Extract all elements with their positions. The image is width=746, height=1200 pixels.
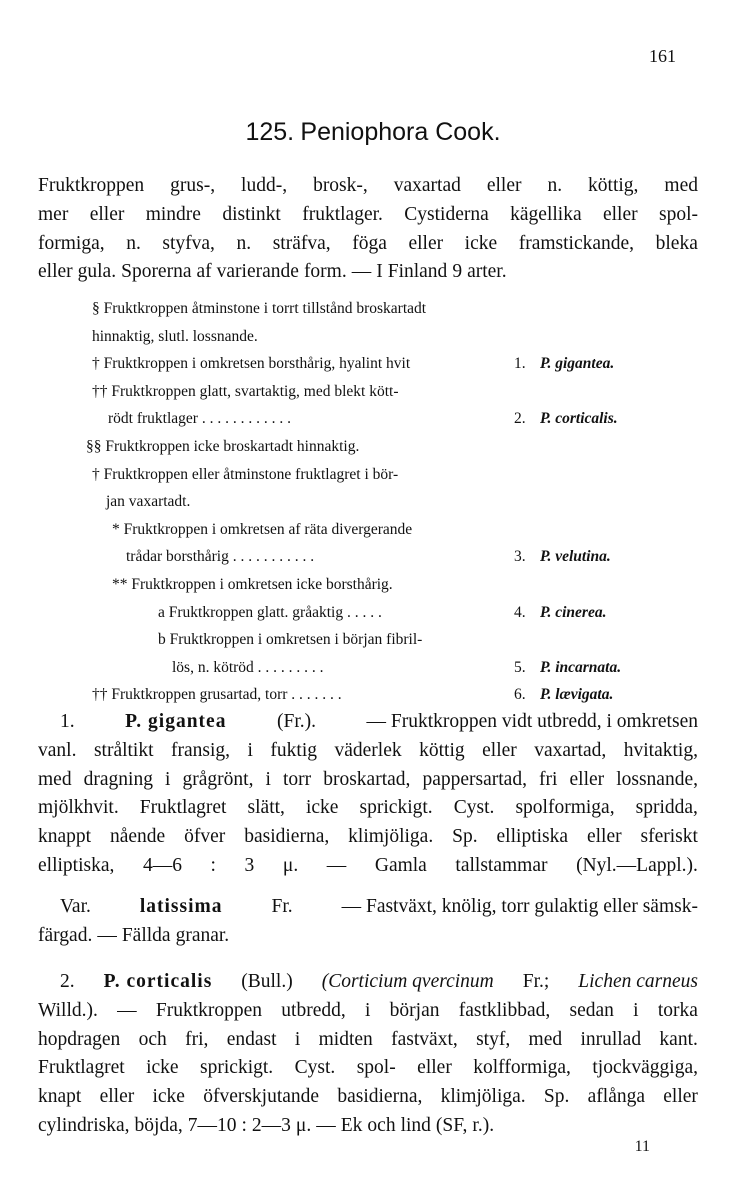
species-author: (Fr.). — [276, 711, 316, 732]
key-text: §§ Fruktkroppen icke broskartadt hinnaktig. — [86, 438, 360, 455]
key-row — [106, 493, 190, 511]
key-species: P. gigantea. — [540, 355, 615, 373]
key-row — [86, 438, 359, 456]
key-text: †† Fruktkroppen glatt, svartaktig, med blekt kött- — [92, 382, 399, 400]
key-number: 5. — [514, 658, 526, 676]
variety-name: latissima — [139, 896, 223, 917]
key-number: 6. — [514, 686, 526, 704]
key-row — [126, 548, 314, 566]
key-number: 2. — [514, 410, 526, 428]
key-text: lös, n. kötröd . . . . . . . . . — [172, 658, 324, 676]
species-name: P. gigantea — [125, 711, 227, 732]
key-text: †† Fruktkroppen grusartad, torr . . . . . . . — [92, 686, 342, 704]
key-row — [92, 383, 399, 401]
key-row — [158, 604, 382, 622]
key-text: trådar borsthårig . . . . . . . . . . . — [126, 548, 315, 566]
description-line: cylindriska, böjda, 7—10 : 2—3 μ. — Ek och lind (SF, r.). — [38, 1114, 495, 1136]
species-corticalis — [38, 968, 698, 1141]
species-name: P. corticalis — [103, 971, 213, 992]
species-gigantea — [38, 708, 698, 881]
key-row — [108, 410, 291, 428]
key-row — [92, 466, 398, 484]
description-line: — Fruktkroppen vidt utbredd, i omkretsen — [366, 711, 698, 732]
intro-line: Fruktkroppen grus-, ludd-, brosk-, vaxartad eller n. köttig, med — [38, 175, 698, 196]
key-text: † Fruktkroppen eller åtminstone fruktlagret i bör- — [92, 465, 399, 483]
key-text: § Fruktkroppen åtminstone i torrt tillstånd broskartadt — [92, 300, 427, 317]
key-text: rödt fruktlager . . . . . . . . . . . . — [108, 410, 291, 428]
key-text: b Fruktkroppen i omkretsen i början fibril- — [158, 631, 423, 649]
key-row — [92, 686, 342, 704]
key-row — [92, 328, 258, 346]
key-text: a Fruktkroppen glatt. gråaktig . . . . . — [158, 603, 382, 621]
key-number: 1. — [514, 355, 526, 373]
key-text: † Fruktkroppen i omkretsen borsthårig, hyalint hvit — [92, 355, 411, 373]
description-line: Willd.). — Fruktkroppen utbredd, i början fastklibbad, sedan i torka — [38, 999, 698, 1021]
synonym: Lichen carneus — [578, 971, 698, 992]
genus-heading — [0, 118, 746, 147]
synonym-author: Fr.; — [522, 971, 550, 992]
page-number: 161 — [649, 46, 676, 66]
key-row — [92, 355, 410, 373]
key-species: P. lævigata. — [540, 686, 614, 704]
key-text: jan vaxartadt. — [106, 493, 191, 511]
description-line: hopdragen och fri, endast i midten fastväxt, styf, med inrullad kant. — [38, 1028, 698, 1050]
description-line: vanl. stråltikt fransig, i fuktig väderlek köttig eller vaxartad, hvitaktig, — [38, 739, 698, 761]
description-line: knappt nående öfver basidierna, klimjöliga. Sp. elliptiska eller sferiskt — [38, 826, 698, 848]
signature-mark: 11 — [634, 1138, 650, 1155]
variety-prefix: Var. — [60, 896, 91, 917]
key-species: P. corticalis. — [540, 410, 618, 428]
description-line: mjölkhvit. Fruktlagret slätt, icke sprickigt. Cyst. spolformiga, spridda, — [38, 797, 698, 819]
intro-line: mer eller mindre distinkt fruktlager. Cystiderna kägellika eller spol- — [38, 203, 698, 225]
description-line: knapt eller icke öfverskjutande basidierna, klimjöliga. Sp. aflånga eller — [38, 1086, 698, 1108]
description-line: med dragning i grågrönt, i torr broskartad, pappersartad, fri eller lossnande, — [38, 768, 698, 790]
variety-author: Fr. — [271, 896, 293, 917]
key-row — [172, 659, 324, 677]
key-species: P. velutina. — [540, 548, 611, 566]
species-number: 2. — [60, 971, 75, 992]
variety-latissima — [38, 893, 698, 951]
description-line: Fruktlagret icke sprickigt. Cyst. spol- eller kolfformiga, tjockväggiga, — [38, 1057, 698, 1079]
key-row — [112, 576, 393, 594]
description-line: elliptiska, 4—6 : 3 μ. — Gamla tallstammar (Nyl.—Lappl.). — [38, 854, 698, 876]
key-species: P. cinerea. — [540, 603, 607, 621]
key-number: 4. — [514, 603, 526, 621]
key-species: P. incarnata. — [540, 658, 622, 676]
intro-line: formiga, n. styfva, n. sträfva, föga eller icke framstickande, bleka — [38, 232, 698, 254]
key-number: 3. — [514, 548, 526, 566]
key-text: * Fruktkroppen i omkretsen af räta divergerande — [112, 520, 413, 538]
key-row — [158, 631, 422, 649]
key-text: hinnaktig, slutl. lossnande. — [92, 327, 258, 345]
key-text: ** Fruktkroppen i omkretsen icke borsthårig. — [112, 576, 393, 593]
genus-description — [38, 172, 698, 287]
key-row — [112, 521, 412, 539]
species-author: (Bull.) — [241, 971, 293, 992]
description-line: färgad. — Fällda granar. — [38, 924, 230, 946]
key-row — [92, 300, 426, 318]
genus-number: 125. — [245, 118, 295, 146]
synonym: (Corticium qvercinum — [321, 971, 494, 992]
genus-name: Peniophora Cook. — [300, 118, 501, 146]
description-line: — Fastväxt, knölig, torr gulaktig eller sämsk- — [341, 896, 698, 917]
species-number: 1. — [60, 711, 75, 732]
intro-line: eller gula. Sporerna af varierande form. — I Finland 9 arter. — [38, 261, 507, 283]
